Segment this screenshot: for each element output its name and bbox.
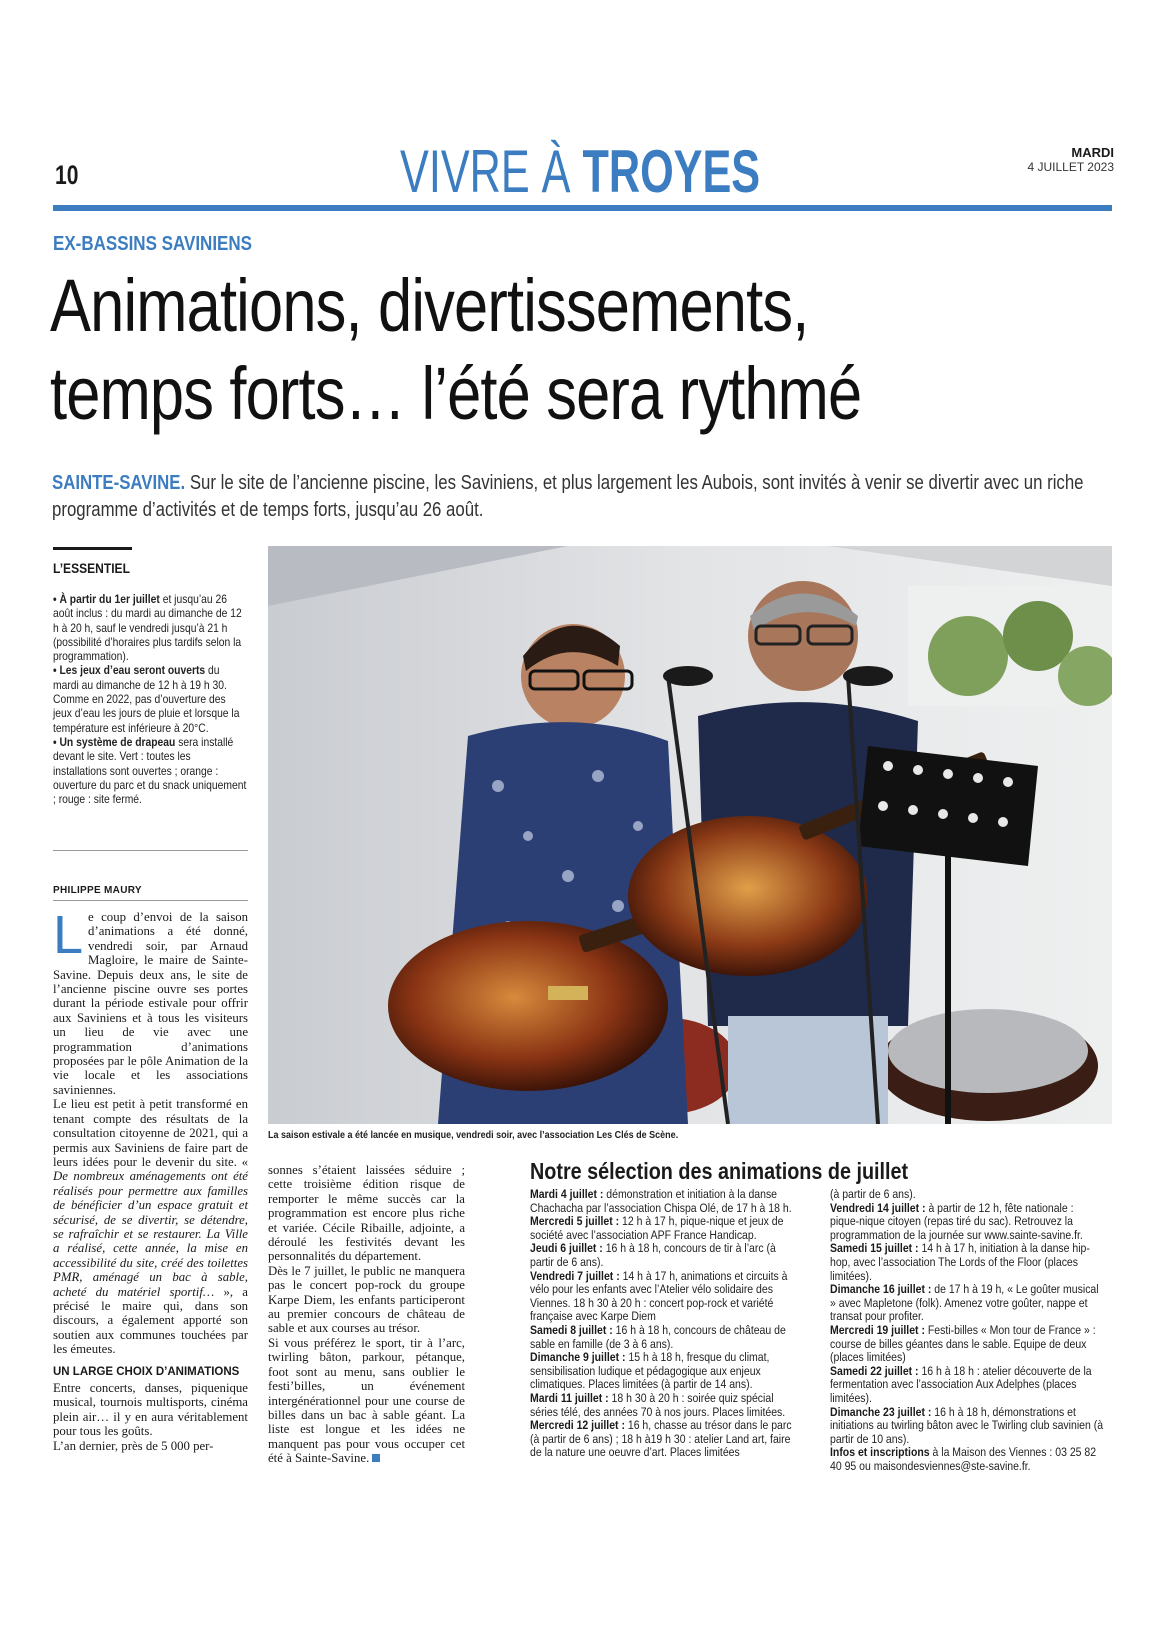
selection-item <box>530 1351 797 1392</box>
body-paragraph <box>53 905 248 1097</box>
selection-text: 14 h à 17 h, initiation à la danse hip-hop, avec l’association The Lords of the Floor (places limitées). <box>830 1241 1090 1283</box>
essentiel-item-bold: • À partir du 1er juillet <box>53 592 160 606</box>
selection-date: Samedi 15 juillet : <box>830 1241 919 1256</box>
body-text: Le lieu est petit à petit transformé en tenant compte des résultats de la consultation citoyenne de 2021, qui a permis aux Saviniens de faire part de leurs idées pour le devenir du site. « <box>53 1097 248 1169</box>
date: 4 JUILLET 2023 <box>1027 160 1114 174</box>
selection-item <box>530 1188 797 1215</box>
essentiel-box <box>53 592 247 806</box>
headline-line2: temps forts… l’été sera rythmé <box>50 352 862 435</box>
selection-column-2 <box>830 1188 1105 1473</box>
selection-item <box>530 1324 797 1351</box>
selection-lead: (à partir de 6 ans). <box>830 1187 916 1201</box>
essentiel-item-text: du mardi au dimanche de 12 h à 19 h 30. Comme en 2022, pas d’ouverture des jeux d’eau les jours de pluie et lorsque la température est inférieure à 20°C. <box>53 663 240 735</box>
selection-date: Samedi 8 juillet : <box>530 1322 613 1337</box>
body-column-1 <box>53 905 248 1453</box>
selection-item <box>830 1446 1105 1473</box>
essentiel-item-bold: • Les jeux d’eau seront ouverts <box>53 663 206 678</box>
selection-item <box>530 1270 797 1324</box>
concert-illustration <box>268 546 1112 1124</box>
page-number: 10 <box>55 160 79 190</box>
concert-photo <box>268 546 1112 1124</box>
selection-text: Festi-billes « Mon tour de France » : course de billes géantes dans le sable. Equipe de deux (places limitées) <box>830 1322 1096 1365</box>
selection-item <box>530 1215 797 1242</box>
end-square <box>372 1454 380 1462</box>
selection-text: 14 h à 17 h, animations et circuits à vélo pour les enfants avec l’Atelier vélo solidaire des Viennes. 18 h 30 à 20 h : concert pop-rock et variété française avec Karpe Diem <box>530 1268 788 1324</box>
selection-text: 16 h à 18 h : atelier découverte de la fermentation avec l’association Aux Adelphes (places limitées). <box>830 1363 1092 1405</box>
date-box <box>1027 145 1114 175</box>
essentiel-item-text: sera installé devant le site. Vert : toutes les installations sont ouvertes ; orange : ouverture du parc et du snack uniquement ; rouge : site fermé. <box>53 734 247 807</box>
kicker: EX-BASSINS SAVINIENS <box>53 233 253 255</box>
selection-date: Mercredi 5 juillet : <box>530 1214 620 1229</box>
selection-date: Vendredi 7 juillet : <box>530 1268 620 1283</box>
selection-text: démonstration et initiation à la danse Chachacha par l’association Chispa Olé, de 17 h à 18 h. <box>530 1187 792 1215</box>
selection-item <box>830 1242 1105 1283</box>
selection-item <box>830 1283 1105 1324</box>
selection-text: à la Maison des Viennes : 03 25 82 40 95 ou maisondesviennes@ste-savine.fr. <box>830 1445 1097 1473</box>
headline-line1: Animations, divertissements, <box>50 264 809 347</box>
selection-date: Mercredi 12 juillet : <box>530 1418 625 1433</box>
selection-column-1 <box>530 1188 797 1460</box>
selection-item <box>830 1202 1105 1243</box>
selection-text: 18 h 30 à 20 h : soirée quiz spécial séries télé, des années 70 à nos jours. Places limitées. <box>530 1390 786 1419</box>
selection-item <box>830 1324 1105 1365</box>
body-paragraph <box>53 1097 248 1356</box>
selection-date: Mardi 4 juillet : <box>530 1187 604 1201</box>
essentiel-item <box>53 592 247 663</box>
selection-text: 16 h à 18 h, démonstrations et initiations au twirling bâton avec le Twirling club savinien (à partir de 10 ans). <box>830 1404 1104 1446</box>
section-title-light: VIVRE À <box>399 138 571 205</box>
essentiel-rule <box>53 850 248 851</box>
body-paragraph <box>268 1336 465 1466</box>
body-text: », a précisé le maire qui, dans son discours, a également apporté son soutien aux communes touchées par les émeutes. <box>53 1284 248 1357</box>
body-text: Entre concerts, danses, piquenique musical, tournois multisports, cinéma plein air… il y en aura véritablement pour tous les goûts. <box>53 1381 248 1439</box>
selection-date: Mercredi 19 juillet : <box>830 1322 925 1337</box>
essentiel-item-bold: • Un système de drapeau <box>53 734 176 749</box>
body-paragraph <box>268 1264 465 1336</box>
selection-title: Notre sélection des animations de juillet <box>530 1158 909 1184</box>
dropcap: L <box>53 905 84 965</box>
byline: PHILIPPE MAURY <box>53 885 142 896</box>
selection-text: 15 h à 18 h, fresque du climat, sensibilisation ludique et pédagogique aux enjeux climatiques. Places limitées (à partir de 14 ans). <box>530 1350 770 1392</box>
selection-text: 16 h à 18 h, concours de château de sable en famille (de 3 à 6 ans). <box>530 1322 786 1351</box>
selection-text: 16 h, chasse au trésor dans le parc (à partir de 6 ans) ; 18 h à19 h 30 : atelier Land art, faire de la nature une oeuvre d’art. Places limitées <box>530 1418 792 1460</box>
selection-date: Mardi 11 juillet : <box>530 1390 609 1405</box>
body-text: Dès le 7 juillet, le public ne manquera pas le concert pop-rock du groupe Karpe Diem, les enfants participeront au premier concours de château de sable et aux courses au trésor. <box>268 1263 465 1336</box>
selection-text: 12 h à 17 h, pique-nique et jeux de société avec l’association APF France Handicap. <box>530 1214 784 1242</box>
section-title-bold: TROYES <box>582 138 761 205</box>
headline <box>50 262 996 438</box>
selection-date: Dimanche 9 juillet : <box>530 1350 626 1365</box>
standfirst-place: SAINTE-SAVINE. <box>52 472 186 494</box>
selection-date: Jeudi 6 juillet : <box>530 1241 603 1256</box>
body-paragraph: L’an dernier, près de 5 000 per- <box>53 1438 214 1453</box>
selection-item <box>830 1406 1105 1447</box>
day: MARDI <box>1071 145 1114 160</box>
body-paragraph <box>53 1381 248 1439</box>
section-title <box>0 140 1160 204</box>
body-column-2 <box>268 1163 465 1466</box>
selection-date: Dimanche 23 juillet : <box>830 1404 932 1419</box>
standfirst-text: Sur le site de l’ancienne piscine, les Saviniens, et plus largement les Aubois, sont invités à venir se divertir avec un riche programme d’activités et de temps forts, jusqu’au 26 août. <box>52 472 1084 521</box>
selection-date: Dimanche 16 juillet : <box>830 1282 932 1297</box>
standfirst <box>52 470 1098 524</box>
selection-text: de 17 h à 19 h, « Le goûter musical » avec Mapletone (folk). Amenez votre goûter, nappe et transat pour profiter. <box>830 1282 1099 1324</box>
selection-item <box>530 1392 797 1419</box>
selection-text: à partir de 12 h, fête nationale : pique-nique citoyen (repas tiré du sac). Retrouvez la programmation de la journée sur www.sainte-savine.fr. <box>830 1200 1083 1242</box>
selection-text: 16 h à 18 h, concours de tir à l’arc (à partir de 6 ans). <box>530 1241 776 1269</box>
body-text: Si vous préférez le sport, tir à l’arc, twirling bâton, parkour, pétanque, foot sont au menu, sans oublier le festi’billes, un événement intergénérationnel pour une course de billes dans un bac à sable géant. La liste est longue et les idées ne manquent pas pour vous occuper cet été à Sainte-Savine. <box>268 1335 465 1466</box>
essentiel-item <box>53 663 247 734</box>
essentiel-item <box>53 735 247 806</box>
header-rule <box>53 205 1112 211</box>
body-quote: De nombreux aménagements ont été réalisés pour permettre aux familles de bénéficier d’un espace gratuit et sécurisé, de se divertir, se détendre, se rafraîchir et se restaurer. La Ville a réalisé, cette année, la mise en accessibilité du site, créé des toilettes PMR, aménagé un bac à sable, acheté du matériel sportif… <box>53 1169 248 1299</box>
body-subhead: UN LARGE CHOIX D’ANIMATIONS <box>53 1365 240 1378</box>
body-paragraph: sonnes s’étaient laissées séduire ; cette troisième édition risque de remporter le même succès car la programmation est encore plus riche et variée. Cécile Ribaille, adjointe, a déroulé les festivités devant les personnalités du département. <box>268 1163 465 1264</box>
selection-item <box>830 1365 1105 1406</box>
essentiel-bar <box>53 547 132 550</box>
essentiel-item-text: et jusqu’au 26 août inclus : du mardi au dimanche de 12 h à 20 h, sauf le vendredi jusqu’à 21 h (possibilité d’horaires plus tardifs selon la programmation). <box>53 592 242 664</box>
selection-item <box>530 1419 797 1460</box>
selection-item <box>530 1242 797 1269</box>
photo-caption: La saison estivale a été lancée en musique, vendredi soir, avec l’association Les Clés de Scène. <box>268 1130 679 1141</box>
essentiel-title: L’ESSENTIEL <box>53 560 130 576</box>
body-text: e coup d’envoi de la saison d’animations a été donné, vendredi soir, par Arnaud Magloire, le maire de Sainte-Savine. Depuis deux ans, le site de l’ancienne piscine ouvre ses portes durant la période estivale pour offrir aux Saviniens et à tous les visiteurs un lieu de vie avec une programmation d’animations proposées par le pôle Animation de la vie locale et les associations saviniennes. <box>53 910 248 1097</box>
selection-date: Vendredi 14 juillet : <box>830 1200 926 1215</box>
byline-rule <box>53 900 248 901</box>
selection-date: Infos et inscriptions <box>830 1445 930 1460</box>
selection-date: Samedi 22 juillet : <box>830 1363 919 1378</box>
